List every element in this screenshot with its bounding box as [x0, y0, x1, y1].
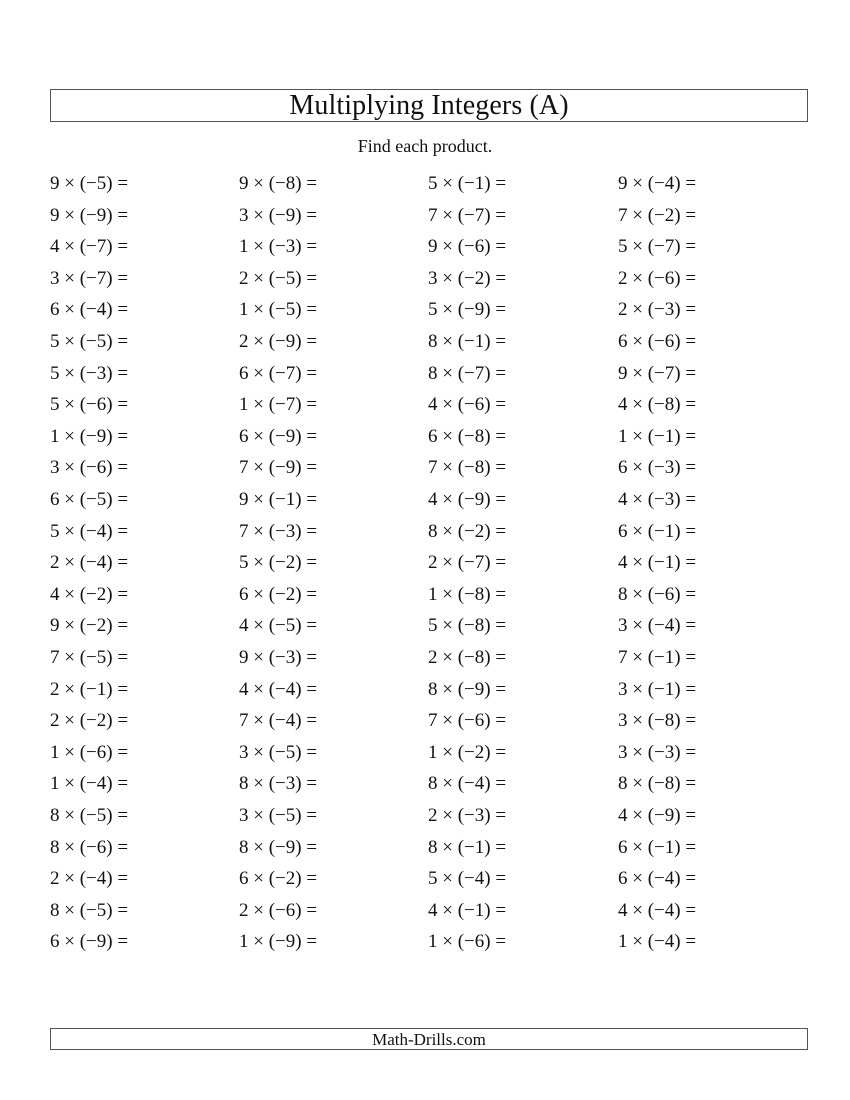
problem-r11-c1: 6 × (−5) =: [50, 489, 129, 510]
problem-r14-c2: 6 × (−2) =: [239, 583, 318, 605]
problem-r17-c4: 3 × (−1) =: [618, 678, 697, 700]
problem-r11-c3: 4 × (−9) =: [428, 489, 507, 510]
worksheet-title: Multiplying Integers (A): [289, 89, 569, 121]
problem-r6-c3: 8 × (−1) =: [428, 331, 507, 352]
problem-r20-c3: 8 × (−4) =: [428, 773, 507, 795]
problem-r6-c1: 5 × (−5) =: [50, 331, 129, 352]
problem-r23-c3: 5 × (−4) =: [428, 868, 507, 890]
problem-r25-c4: 1 × (−4) =: [618, 931, 697, 953]
problem-r21-c2: 3 × (−5) =: [239, 805, 318, 826]
problem-r10-c3: 7 × (−8) =: [428, 457, 507, 479]
problem-r22-c3: 8 × (−1) =: [428, 836, 507, 858]
problem-r17-c1: 2 × (−1) =: [50, 678, 129, 700]
worksheet-instruction: Find each product.: [357, 136, 493, 156]
problem-r21-c1: 8 × (−5) =: [50, 805, 129, 826]
problem-r15-c4: 3 × (−4) =: [618, 615, 697, 637]
problem-r22-c1: 8 × (−6) =: [50, 836, 129, 858]
problem-r3-c4: 5 × (−7) =: [618, 236, 697, 258]
problem-r22-c4: 6 × (−1) =: [618, 836, 697, 858]
problem-r3-c2: 1 × (−3) =: [239, 236, 318, 258]
problem-r2-c2: 3 × (−9) =: [239, 204, 318, 226]
problem-r20-c4: 8 × (−8) =: [618, 773, 697, 795]
problem-r10-c2: 7 × (−9) =: [239, 457, 318, 479]
problem-r12-c3: 8 × (−2) =: [428, 520, 507, 542]
problem-r1-c1: 9 × (−5) =: [50, 173, 129, 194]
problem-r7-c4: 9 × (−7) =: [618, 362, 697, 384]
problem-r18-c3: 7 × (−6) =: [428, 710, 507, 732]
problem-r8-c2: 1 × (−7) =: [239, 394, 318, 416]
problem-r16-c4: 7 × (−1) =: [618, 647, 697, 668]
problem-r6-c2: 2 × (−9) =: [239, 331, 318, 352]
problem-r16-c2: 9 × (−3) =: [239, 647, 318, 668]
problem-r16-c3: 2 × (−8) =: [428, 647, 507, 668]
problem-r20-c2: 8 × (−3) =: [239, 773, 318, 795]
problem-r8-c4: 4 × (−8) =: [618, 394, 697, 416]
problem-r7-c1: 5 × (−3) =: [50, 362, 129, 384]
problem-r15-c3: 5 × (−8) =: [428, 615, 507, 637]
problem-r1-c4: 9 × (−4) =: [618, 173, 697, 194]
problem-r6-c4: 6 × (−6) =: [618, 331, 697, 352]
problem-r22-c2: 8 × (−9) =: [239, 836, 318, 858]
problem-r5-c4: 2 × (−3) =: [618, 299, 697, 321]
problem-r1-c2: 9 × (−8) =: [239, 173, 318, 194]
problem-r5-c1: 6 × (−4) =: [50, 299, 129, 321]
problem-r19-c3: 1 × (−2) =: [428, 741, 507, 763]
problem-r12-c1: 5 × (−4) =: [50, 520, 129, 542]
problem-r13-c3: 2 × (−7) =: [428, 552, 507, 574]
problem-r16-c1: 7 × (−5) =: [50, 647, 129, 668]
problem-r8-c3: 4 × (−6) =: [428, 394, 507, 416]
problem-r4-c4: 2 × (−6) =: [618, 267, 697, 289]
problem-r4-c3: 3 × (−2) =: [428, 267, 507, 289]
problem-r4-c1: 3 × (−7) =: [50, 267, 129, 289]
problem-r3-c1: 4 × (−7) =: [50, 236, 129, 258]
problem-r14-c4: 8 × (−6) =: [618, 583, 697, 605]
problem-r11-c4: 4 × (−3) =: [618, 489, 697, 510]
problem-r24-c1: 8 × (−5) =: [50, 899, 129, 921]
problem-r9-c1: 1 × (−9) =: [50, 425, 129, 447]
problem-r15-c1: 9 × (−2) =: [50, 615, 129, 637]
problem-r9-c2: 6 × (−9) =: [239, 425, 318, 447]
problem-r13-c2: 5 × (−2) =: [239, 552, 318, 574]
problem-r23-c2: 6 × (−2) =: [239, 868, 318, 890]
problem-r20-c1: 1 × (−4) =: [50, 773, 129, 795]
problem-r23-c1: 2 × (−4) =: [50, 868, 129, 890]
problem-r18-c4: 3 × (−8) =: [618, 710, 697, 732]
problem-r19-c4: 3 × (−3) =: [618, 741, 697, 763]
problem-r24-c2: 2 × (−6) =: [239, 899, 318, 921]
problem-r17-c3: 8 × (−9) =: [428, 678, 507, 700]
problem-r10-c4: 6 × (−3) =: [618, 457, 697, 479]
problem-r2-c4: 7 × (−2) =: [618, 204, 697, 226]
problem-r13-c4: 4 × (−1) =: [618, 552, 697, 574]
problem-r7-c3: 8 × (−7) =: [428, 362, 507, 384]
problem-r18-c1: 2 × (−2) =: [50, 710, 129, 732]
problem-r9-c3: 6 × (−8) =: [428, 425, 507, 447]
problem-r5-c2: 1 × (−5) =: [239, 299, 318, 321]
problem-r13-c1: 2 × (−4) =: [50, 552, 129, 574]
problem-r14-c1: 4 × (−2) =: [50, 583, 129, 605]
problem-r12-c4: 6 × (−1) =: [618, 520, 697, 542]
problem-r15-c2: 4 × (−5) =: [239, 615, 318, 637]
problem-r24-c4: 4 × (−4) =: [618, 899, 697, 921]
problem-r2-c3: 7 × (−7) =: [428, 204, 507, 226]
problem-r12-c2: 7 × (−3) =: [239, 520, 318, 542]
footer-box: [50, 1028, 808, 1050]
problem-r21-c3: 2 × (−3) =: [428, 805, 507, 826]
problem-r19-c1: 1 × (−6) =: [50, 741, 129, 763]
problem-r8-c1: 5 × (−6) =: [50, 394, 129, 416]
problem-r18-c2: 7 × (−4) =: [239, 710, 318, 732]
problem-r7-c2: 6 × (−7) =: [239, 362, 318, 384]
problem-r14-c3: 1 × (−8) =: [428, 583, 507, 605]
problem-r1-c3: 5 × (−1) =: [428, 173, 507, 194]
problem-r25-c2: 1 × (−9) =: [239, 931, 318, 953]
problem-r24-c3: 4 × (−1) =: [428, 899, 507, 921]
problem-r21-c4: 4 × (−9) =: [618, 805, 697, 826]
problem-r2-c1: 9 × (−9) =: [50, 204, 129, 226]
problem-r11-c2: 9 × (−1) =: [239, 489, 318, 510]
problem-r25-c1: 6 × (−9) =: [50, 931, 129, 953]
footer-text: Math-Drills.com: [372, 1029, 486, 1049]
problem-r25-c3: 1 × (−6) =: [428, 931, 507, 953]
problem-r9-c4: 1 × (−1) =: [618, 425, 697, 447]
problem-r17-c2: 4 × (−4) =: [239, 678, 318, 700]
problem-r3-c3: 9 × (−6) =: [428, 236, 507, 258]
problem-r4-c2: 2 × (−5) =: [239, 267, 318, 289]
problem-r23-c4: 6 × (−4) =: [618, 868, 697, 890]
problem-r10-c1: 3 × (−6) =: [50, 457, 129, 479]
problem-r5-c3: 5 × (−9) =: [428, 299, 507, 321]
problem-r19-c2: 3 × (−5) =: [239, 741, 318, 763]
